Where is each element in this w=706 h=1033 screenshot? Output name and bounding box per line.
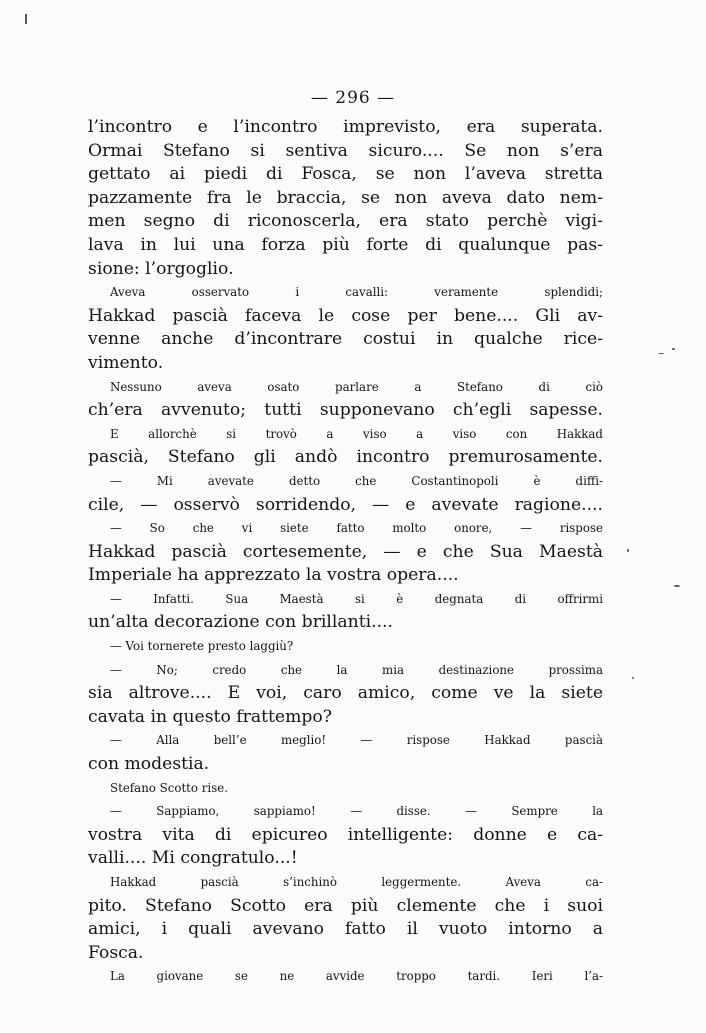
ink-speck [25, 14, 27, 24]
text-line: Nessuno aveva osato parlare a Stefano di ciò [110, 379, 603, 394]
text-line: Hakkad pascià cortesemente, — e che Sua Maestà [88, 541, 603, 562]
text-line: cile, — osservò sorridendo, — e avevate ragione.... [88, 494, 603, 515]
text-line: un’alta decorazione con brillanti.... [88, 612, 393, 633]
text-line: — Alla bell’e meglio! — rispose Hakkad pascià [110, 733, 603, 748]
ink-speck [674, 585, 680, 587]
text-line: Fosca. [88, 942, 144, 963]
text-line: — Infatti. Sua Maestà si è degnata di offrirmi [110, 591, 603, 606]
text-line: sia altrove.... E voi, caro amico, come ve la siete [88, 683, 603, 704]
ink-speck [632, 677, 634, 679]
text-line: sione: l’orgoglio. [88, 258, 234, 279]
text-line: — Voi tornerete presto laggiù? [110, 639, 294, 654]
text-line: lava in lui una forza più forte di qualunque pas- [88, 234, 603, 255]
ink-speck [658, 353, 664, 354]
text-line: valli.... Mi congratulo...! [88, 848, 298, 869]
text-line: pito. Stefano Scotto era più clemente che i suoi [88, 895, 603, 916]
text-line: — Sappiamo, sappiamo! — disse. — Sempre la [110, 804, 603, 819]
body-text [88, 116, 603, 989]
text-line: pazzamente fra le braccia, se non aveva dato nem- [88, 187, 603, 208]
text-line: amici, i quali avevano fatto il vuoto intorno a [88, 919, 603, 940]
text-line: Hakkad pascià s’inchinò leggermente. Aveva ca- [110, 875, 603, 889]
text-line: gettato ai piedi di Fosca, se non l’aveva stretta [88, 164, 603, 185]
text-line: Imperiale ha apprezzato la vostra opera.... [88, 565, 459, 586]
text-line: Ormai Stefano si sentiva sicuro.... Se non s’era [88, 140, 603, 161]
page-number: — 296 — [310, 88, 396, 108]
text-line: ch’era avvenuto; tutti supponevano ch’egli sapesse. [88, 400, 603, 421]
text-line: vimento. [88, 352, 164, 373]
text-line: vostra vita di epicureo intelligente: donne e ca- [88, 824, 603, 845]
text-line: cavata in questo frattempo? [88, 706, 332, 727]
text-line: Stefano Scotto rise. [110, 780, 228, 795]
ink-speck [672, 348, 675, 350]
text-line: venne anche d’incontrare costui in qualche rice- [88, 329, 603, 350]
text-line: con modestia. [88, 754, 210, 775]
text-line: Hakkad pascià faceva le cose per bene.... Gli av- [88, 305, 603, 326]
ink-speck [627, 549, 629, 552]
text-line: E allorchè si trovò a viso a viso con Hakkad [110, 426, 603, 441]
text-line: — Mi avevate detto che Costantinopoli è diffi- [110, 473, 603, 488]
text-line: — No; credo che la mia destinazione prossima [110, 662, 603, 677]
text-line: l’incontro e l’incontro imprevisto, era superata. [88, 117, 603, 137]
text-line: men segno di riconoscerla, era stato perchè vigi- [88, 211, 603, 232]
text-line: Aveva osservato i cavalli: veramente splendidi; [110, 285, 603, 300]
text-line: pascià, Stefano gli andò incontro premurosamente. [88, 447, 603, 468]
text-line: — So che vi siete fatto molto onore, — rispose [110, 521, 603, 536]
text-line: La giovane se ne avvide troppo tardi. Ieri l’a- [110, 969, 603, 984]
